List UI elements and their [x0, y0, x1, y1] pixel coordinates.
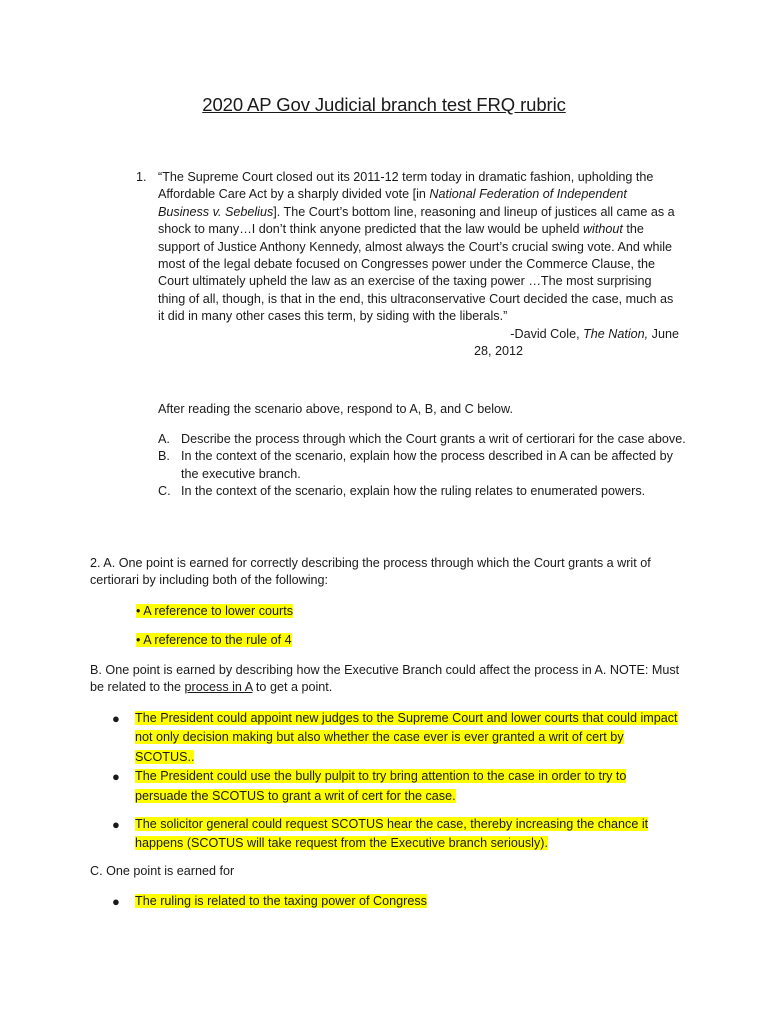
rubric-c-bullets	[112, 892, 682, 911]
attribution-month: June	[648, 326, 679, 341]
highlighted-point: • A reference to lower courts	[136, 604, 294, 618]
bullet-item	[112, 767, 682, 806]
task-text: In the context of the scenario, explain how the process described in A can be affected by the executive branch.	[181, 449, 673, 481]
bullet-icon: ●	[112, 894, 120, 909]
rubric-b-bullets	[112, 709, 682, 806]
question-number: 1.	[136, 170, 147, 184]
attribution-author: -David Cole,	[510, 326, 584, 341]
task-letter: A.	[158, 432, 170, 446]
highlighted-point: The ruling is related to the taxing power of Congress	[135, 894, 427, 908]
quote-text: ]. The Court’s bottom line, reasoning and lineup of justices all came as a shock to many…I don’t think anyone predicted that the law would be upheld	[158, 204, 675, 237]
case-name: National Federation of Independent Business v. Sebelius	[158, 187, 627, 219]
highlighted-point: The solicitor general could request SCOTUS hear the case, thereby increasing the chance it happens (SCOTUS will take request from the Executive branch seriously).	[135, 817, 649, 851]
bullet-item	[112, 892, 682, 911]
rubric-a-point	[136, 603, 293, 620]
bullet-icon: ●	[112, 711, 120, 726]
task-letter: B.	[158, 449, 170, 464]
rubric-b-text: to get a point.	[252, 680, 333, 695]
task-item	[158, 448, 688, 483]
emphasis-without: without	[582, 222, 623, 237]
rubric-part-b	[90, 662, 690, 697]
bullet-icon: ●	[112, 817, 120, 832]
bullet-icon: ●	[112, 769, 120, 785]
rubric-b-bullets	[112, 815, 682, 854]
rubric-a-point	[136, 632, 292, 649]
attribution	[158, 326, 679, 343]
highlighted-point: • A reference to the rule of 4	[136, 633, 292, 647]
rubric-part-a: 2. A. One point is earned for correctly describing the process through which the Court grants a writ of certiorari by including both of the following:	[90, 556, 651, 588]
task-text: Describe the process through which the Court grants a writ of certiorari for the case above.	[181, 432, 686, 446]
task-list	[158, 431, 688, 501]
underlined-phrase: process in A	[184, 680, 253, 695]
rubric-b-text: B. One point is earned by describing how the Executive Branch could affect the process in A. NOTE: Must be related to the	[90, 663, 680, 695]
quote-text: the support of Justice Anthony Kennedy, almost always the Court’s crucial swing vote. And while most of the legal debate focused on Congresses power under the Commerce Clause, the Court ultimately upheld the law as an exercise of the taxing power …The most surprising thing of all, though, is that in the end, this ultraconservative Court decided the case, much as it did in many other cases this term, by siding with the liberals.”	[158, 222, 674, 324]
instructions: After reading the scenario above, respond to A, B, and C below.	[158, 402, 513, 416]
task-item	[158, 483, 688, 500]
page-title: 2020 AP Gov Judicial branch test FRQ rubric	[202, 94, 566, 115]
bullet-item	[112, 709, 682, 767]
task-text: In the context of the scenario, explain how the ruling relates to enumerated powers.	[181, 484, 646, 499]
question-1	[136, 169, 681, 360]
scenario-quote	[158, 169, 681, 360]
rubric-part-c: C. One point is earned for	[90, 864, 235, 878]
attribution-publication: The Nation,	[583, 326, 649, 341]
bullet-item	[112, 815, 682, 854]
highlighted-point: The President could use the bully pulpit to try bring attention to the case in order to try to persuade the SCOTUS to grant a writ of cert for the case.	[135, 769, 627, 803]
quote-text: “The Supreme Court closed out its 2011-12 term today in dramatic fashion, upholding the Affordable Care Act by a sharply divided vote [in	[158, 170, 654, 202]
task-item	[158, 431, 688, 448]
highlighted-point: The President could appoint new judges to the Supreme Court and lower courts that could impact not only decision making but also whether the case ever is ever granted a writ of cert by SCOTUS..	[135, 711, 678, 764]
task-letter: C.	[158, 484, 171, 499]
attribution-date: 28, 2012	[474, 344, 524, 359]
